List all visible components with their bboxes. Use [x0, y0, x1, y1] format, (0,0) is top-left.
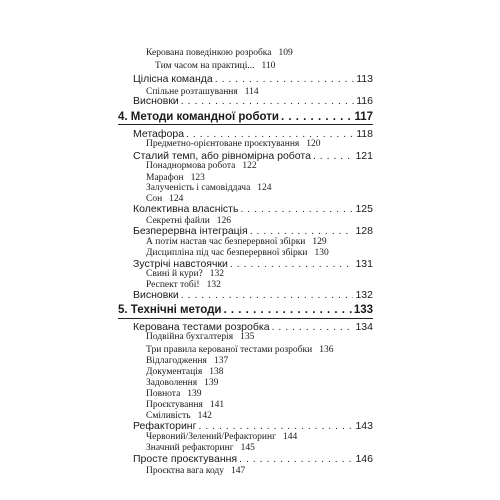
- toc-leader: [181, 289, 354, 302]
- toc-chapter-title: 5. Технічні методи: [118, 304, 222, 316]
- toc-label: Керована тестами розробка: [133, 321, 270, 333]
- toc-label: Свині й кури?: [146, 269, 203, 279]
- toc-page-number: 133: [353, 304, 373, 316]
- toc-leader: [272, 321, 354, 334]
- toc-page-number: 118: [356, 128, 373, 140]
- toc-page-number: 141: [209, 400, 225, 410]
- toc-label: Повнота: [146, 389, 181, 399]
- toc-page-number: 110: [261, 61, 276, 71]
- toc-page-number: 138: [209, 367, 224, 377]
- toc-leader: [313, 150, 354, 163]
- toc-leader: [240, 203, 353, 216]
- toc-label: Спільне розташування: [146, 87, 238, 97]
- toc-label: Сталий темп, або рівномірна робота: [133, 150, 311, 162]
- toc-section: [133, 289, 373, 302]
- toc-label: Дисципліна під час безперервної збірки: [146, 248, 308, 258]
- toc-page-number: 132: [209, 269, 224, 279]
- toc-label: Зустрічі навстоячки: [133, 258, 228, 270]
- toc-label: Метафора: [133, 128, 185, 140]
- toc-leader: [224, 304, 352, 316]
- toc-page-number: 145: [240, 443, 255, 453]
- toc-label: Подвійна бухгалтерія: [146, 332, 234, 342]
- toc-label: Проєктування: [146, 400, 203, 410]
- toc-label: Висновки: [133, 95, 179, 107]
- toc-subsection: [146, 331, 254, 344]
- toc-label: Керована поведінкою розробка: [146, 48, 272, 58]
- toc-chapter: [118, 111, 373, 123]
- toc-leader: [239, 453, 353, 466]
- toc-page-number: 113: [356, 73, 373, 85]
- chapter-divider: [118, 318, 373, 319]
- toc-page-number: 124: [257, 183, 272, 193]
- toc-page-number: 120: [306, 139, 321, 149]
- toc-page-number: 139: [204, 378, 219, 388]
- toc-subsection: [146, 47, 293, 60]
- toc-page-number: 131: [355, 258, 373, 270]
- toc-label: Проєктна вага коду: [146, 466, 225, 476]
- toc-chapter-title: 4. Методи командної роботи: [118, 111, 279, 123]
- toc-label: Три правила керованої тестами розробки: [146, 345, 313, 355]
- toc-page-number: 123: [190, 173, 205, 183]
- toc-label: Висновки: [133, 289, 179, 301]
- toc-label: Респект тобі!: [146, 280, 200, 290]
- toc-page-number: 137: [213, 356, 229, 366]
- toc-page-number: 114: [244, 87, 259, 97]
- toc-label: Колективна власність: [133, 203, 239, 215]
- toc-page-number: 146: [355, 453, 373, 465]
- toc-label: Сон: [146, 194, 163, 204]
- toc-label: Цілісна команда: [133, 73, 213, 85]
- toc-label: Секретні файли: [146, 216, 210, 226]
- toc-page-number: 121: [355, 150, 373, 162]
- toc-page-number: 126: [216, 216, 232, 226]
- toc-page-number: 124: [169, 194, 184, 204]
- toc-page-number: 129: [312, 237, 327, 247]
- toc-label: Сміливість: [146, 411, 191, 421]
- toc-page-number: 134: [355, 321, 373, 333]
- toc-page-number: 132: [355, 289, 373, 301]
- toc-page-number: 136: [319, 345, 334, 355]
- toc-label: А потім настав час безперервної збірки: [146, 237, 306, 247]
- toc-label: Документація: [146, 367, 203, 377]
- toc-leader: [181, 95, 354, 108]
- toc-page-number: 128: [355, 225, 373, 237]
- toc-label: Марафон: [146, 173, 184, 183]
- toc-page-number: 135: [240, 332, 255, 342]
- toc-page-number: 142: [197, 411, 212, 421]
- toc-page-number: 147: [231, 466, 246, 476]
- toc-label: Понаднормова робота: [146, 161, 236, 171]
- toc-label: Просте проєктування: [133, 453, 238, 465]
- toc-subsection: [155, 60, 275, 73]
- toc-page-number: 109: [278, 48, 293, 58]
- toc-label: Червоний/Зелений/Рефакторинг: [146, 432, 276, 442]
- toc-page-number: 122: [242, 161, 257, 171]
- toc-page-number: 130: [314, 248, 329, 258]
- toc-page-number: 144: [282, 432, 298, 442]
- chapter-divider: [118, 124, 373, 125]
- toc-leader: [230, 258, 354, 271]
- toc-label: Тим часом на практиці...: [155, 61, 255, 71]
- toc-label: Залученість і самовіддача: [146, 183, 251, 193]
- toc-leader: [281, 111, 352, 123]
- toc-label: Відлагодження: [146, 356, 207, 366]
- toc-page-number: 139: [187, 389, 202, 399]
- toc-label: Задоволення: [146, 378, 198, 388]
- toc-page-number: 125: [355, 203, 373, 215]
- toc-page-number: 143: [355, 420, 373, 432]
- toc-section: [133, 95, 373, 108]
- toc-chapter: [118, 304, 373, 316]
- toc-page-number: 117: [354, 111, 373, 123]
- toc-subsection: [146, 465, 245, 478]
- toc-section: [133, 73, 373, 86]
- toc-label: Значний рефакторинг: [146, 443, 234, 453]
- toc-label: Предметно-орієнтоване проєктування: [146, 139, 300, 149]
- toc-label: Рефакторинг: [133, 420, 197, 432]
- toc-leader: [215, 73, 355, 86]
- toc-page-number: 132: [206, 280, 221, 290]
- toc-page-number: 116: [356, 95, 373, 107]
- toc-label: Безперервна інтеграція: [133, 225, 248, 237]
